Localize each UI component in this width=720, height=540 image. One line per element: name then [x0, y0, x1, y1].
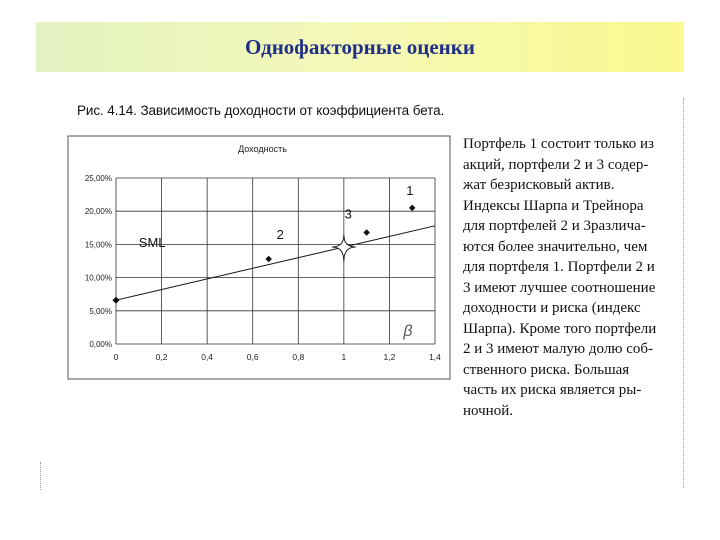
- x-tick-label: 1,4: [429, 352, 441, 362]
- notes-line: Индексы Шарпа и Трейнора: [463, 197, 644, 214]
- chart-frame: [68, 136, 450, 379]
- y-tick-label: 25,00%: [84, 174, 112, 183]
- x-tick-label: 0,8: [292, 352, 305, 362]
- x-tick-label: 1,2: [383, 352, 396, 362]
- notes-line: 3 имеют лучшее соотношение: [463, 279, 656, 296]
- notes-line: часть их риска является ры-: [463, 382, 642, 398]
- x-tick-label: 1: [341, 352, 347, 362]
- divider-dotted-right: [683, 98, 684, 488]
- notes-line: доходности и риска (индекс: [463, 300, 641, 316]
- figure-caption: Рис. 4.14. Зависимость доходности от коэффициента бета.: [77, 103, 445, 118]
- divider-dotted-left: [40, 462, 41, 490]
- portfolio-label-3: 3: [344, 206, 352, 222]
- x-tick-label: 0,2: [155, 352, 168, 362]
- notes-line: ночной.: [463, 402, 513, 419]
- x-tick-label: 0: [113, 352, 119, 362]
- notes-line: 2 и 3 имеют малую долю соб-: [463, 341, 654, 357]
- portfolio-label-2: 2: [276, 227, 284, 243]
- x-axis-label: β: [403, 323, 413, 340]
- beta-return-chart: [67, 135, 451, 380]
- notes-line: жат безрисковый актив.: [463, 177, 615, 193]
- notes-line: Портфель 1 состоит только из: [463, 136, 654, 152]
- slide-title: Однофакторные оценки: [245, 35, 475, 59]
- portfolio-label-1: 1: [406, 182, 414, 198]
- notes-line: акций, портфели 2 и 3 содер-: [463, 156, 649, 173]
- y-tick-label: 20,00%: [84, 207, 112, 217]
- chart-container: [67, 135, 451, 380]
- x-tick-label: 0,4: [201, 352, 214, 362]
- notes-line: Шарпа). Кроме того портфели: [463, 320, 657, 337]
- x-tick-label: 0,6: [246, 352, 259, 362]
- y-tick-label: 15,00%: [84, 240, 112, 250]
- notes-text: [463, 134, 678, 421]
- notes-line: ются более значительно, чем: [463, 238, 648, 255]
- title-band: [36, 22, 684, 72]
- chart-title: Доходность: [238, 144, 287, 154]
- notes-line: ственного риска. Большая: [463, 361, 630, 378]
- y-tick-label: 10,00%: [84, 273, 112, 283]
- y-tick-label: 5,00%: [89, 306, 112, 316]
- y-tick-label: 0,00%: [89, 340, 112, 349]
- sml-label: SML: [138, 235, 166, 251]
- notes-line: для портфеля 1. Портфели 2 и: [463, 259, 655, 275]
- notes-line: для портфелей 2 и 3различа-: [463, 218, 646, 234]
